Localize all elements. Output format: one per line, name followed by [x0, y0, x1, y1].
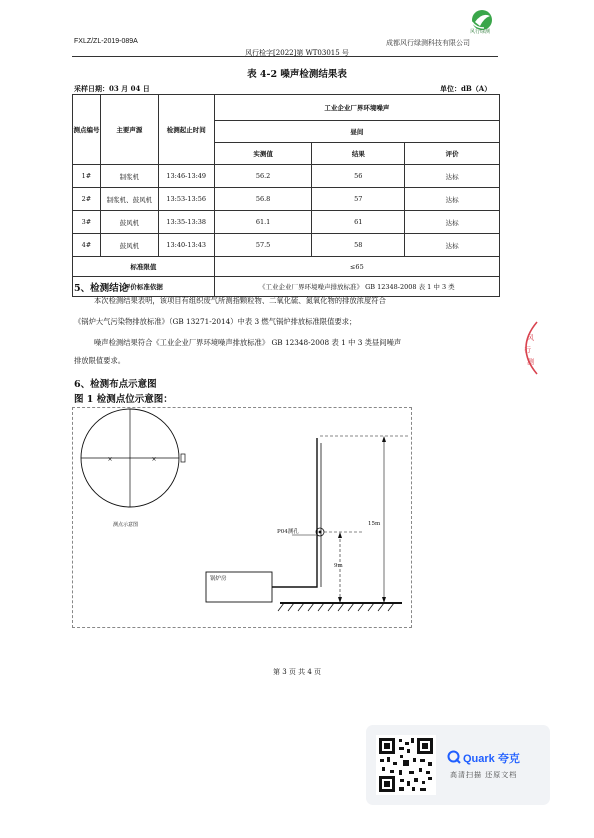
cell-result: 56: [312, 165, 405, 188]
header-group: 工业企业厂界环境噪声: [214, 95, 499, 121]
cell-measured: 56.2: [214, 165, 312, 188]
quark-brand: Quark 夸克: [463, 753, 520, 765]
chimney-pipe: [272, 438, 317, 587]
table-title: 表 4-2 噪声检测结果表: [247, 69, 347, 80]
header-result: 结果: [312, 143, 405, 165]
cell-point: 1#: [73, 165, 101, 188]
figure-title: 图 1 检测点位示意图：: [74, 394, 173, 405]
table-row: [73, 188, 500, 211]
cross-section-label: 测点示意图: [113, 522, 139, 528]
svg-text:×: ×: [107, 456, 113, 463]
cell-eval: 达标: [405, 165, 500, 188]
qr-code-icon: [376, 735, 436, 795]
noise-results-table: [72, 94, 500, 297]
table-row: [73, 234, 500, 257]
diagram-drawing: [72, 407, 412, 628]
section5-para1-line1: 本次检测结果表明，该项目有组织废气所测指颗粒物、二氧化硫、氮氧化物的排放浓度符合: [94, 296, 386, 305]
cell-point: 2#: [73, 188, 101, 211]
header-time: 检测起止时间: [158, 95, 214, 165]
quark-slogan: 高清扫描 还原文档: [450, 771, 518, 779]
port-label: P04测孔: [277, 529, 299, 535]
page-number: 第 3 页 共 4 页: [272, 668, 322, 676]
section5-heading: 5、检测结论: [74, 283, 129, 294]
logo-text: 风行绿测: [470, 29, 491, 35]
svg-text:行: 行: [524, 346, 531, 354]
cell-time: 13:46-13:49: [158, 165, 214, 188]
header-eval: 评价: [405, 143, 500, 165]
cell-time: 13:40-13:43: [158, 234, 214, 257]
cell-result: 58: [312, 234, 405, 257]
seal-stamp: [511, 318, 539, 378]
cell-point: 4#: [73, 234, 101, 257]
cell-time: 13:35-13:38: [158, 211, 214, 234]
limit-label: 标准限值: [73, 257, 215, 277]
report-number: 风行检字[2022]第 WT03015 号: [245, 49, 349, 57]
quark-logo-icon: [447, 750, 461, 764]
cell-eval: 达标: [405, 234, 500, 257]
cell-source: 鼓风机: [100, 211, 158, 234]
basis-label: 评价标准依据: [73, 277, 215, 297]
cell-measured: 56.8: [214, 188, 312, 211]
section5-para2-line2: 排放限值要求。: [74, 356, 126, 365]
header-divider: [72, 56, 498, 57]
height-9m-label: 9m: [334, 563, 343, 569]
header-period: 昼间: [214, 121, 499, 143]
sample-date: 采样日期：03 月 04 日: [74, 84, 150, 93]
cell-measured: 57.5: [214, 234, 312, 257]
svg-text:风: 风: [527, 334, 534, 342]
basis-value: 《工业企业厂界环境噪声排放标准》 GB 12348-2008 表 1 中 3 类: [214, 277, 499, 297]
cell-result: 57: [312, 188, 405, 211]
cell-result: 61: [312, 211, 405, 234]
cell-time: 13:53-13:56: [158, 188, 214, 211]
cell-source: 制浆机: [100, 165, 158, 188]
boiler-room-label: 锅炉房: [210, 576, 227, 582]
document-code: FXLZ/ZL-2019-089A: [74, 38, 138, 45]
height-15m-label: 15m: [368, 521, 381, 527]
sampling-port-marker: [181, 454, 185, 462]
table-row: [73, 165, 500, 188]
cell-point: 3#: [73, 211, 101, 234]
quark-watermark: [366, 725, 550, 805]
cell-source: 鼓风机: [100, 234, 158, 257]
header-measured: 实测值: [214, 143, 312, 165]
cell-eval: 达标: [405, 188, 500, 211]
cell-source: 制浆机、鼓风机: [100, 188, 158, 211]
table-row: [73, 211, 500, 234]
section5-para2-line1: 噪声检测结果符合《工业企业厂界环境噪声排放标准》 GB 12348-2008 表 1 中 3 类昼间噪声: [94, 338, 402, 347]
limit-value: ≤65: [214, 257, 499, 277]
section5-para1-line2: 《锅炉大气污染物排放标准》（GB 13271-2014）中表 3 燃气锅炉排放标准限值要求；: [74, 317, 357, 326]
svg-text:×: ×: [151, 456, 157, 463]
cell-measured: 61.1: [214, 211, 312, 234]
svg-text:测: 测: [527, 358, 534, 366]
company-name: 成都风行绿测科技有限公司: [386, 39, 470, 47]
unit-label: 单位：dB（A）: [440, 84, 492, 93]
ground-hatching: [278, 603, 394, 611]
section6-heading: 6、检测布点示意图: [74, 379, 157, 390]
header-source: 主要声源: [100, 95, 158, 165]
header-point: 测点编号: [73, 95, 101, 165]
cell-eval: 达标: [405, 211, 500, 234]
